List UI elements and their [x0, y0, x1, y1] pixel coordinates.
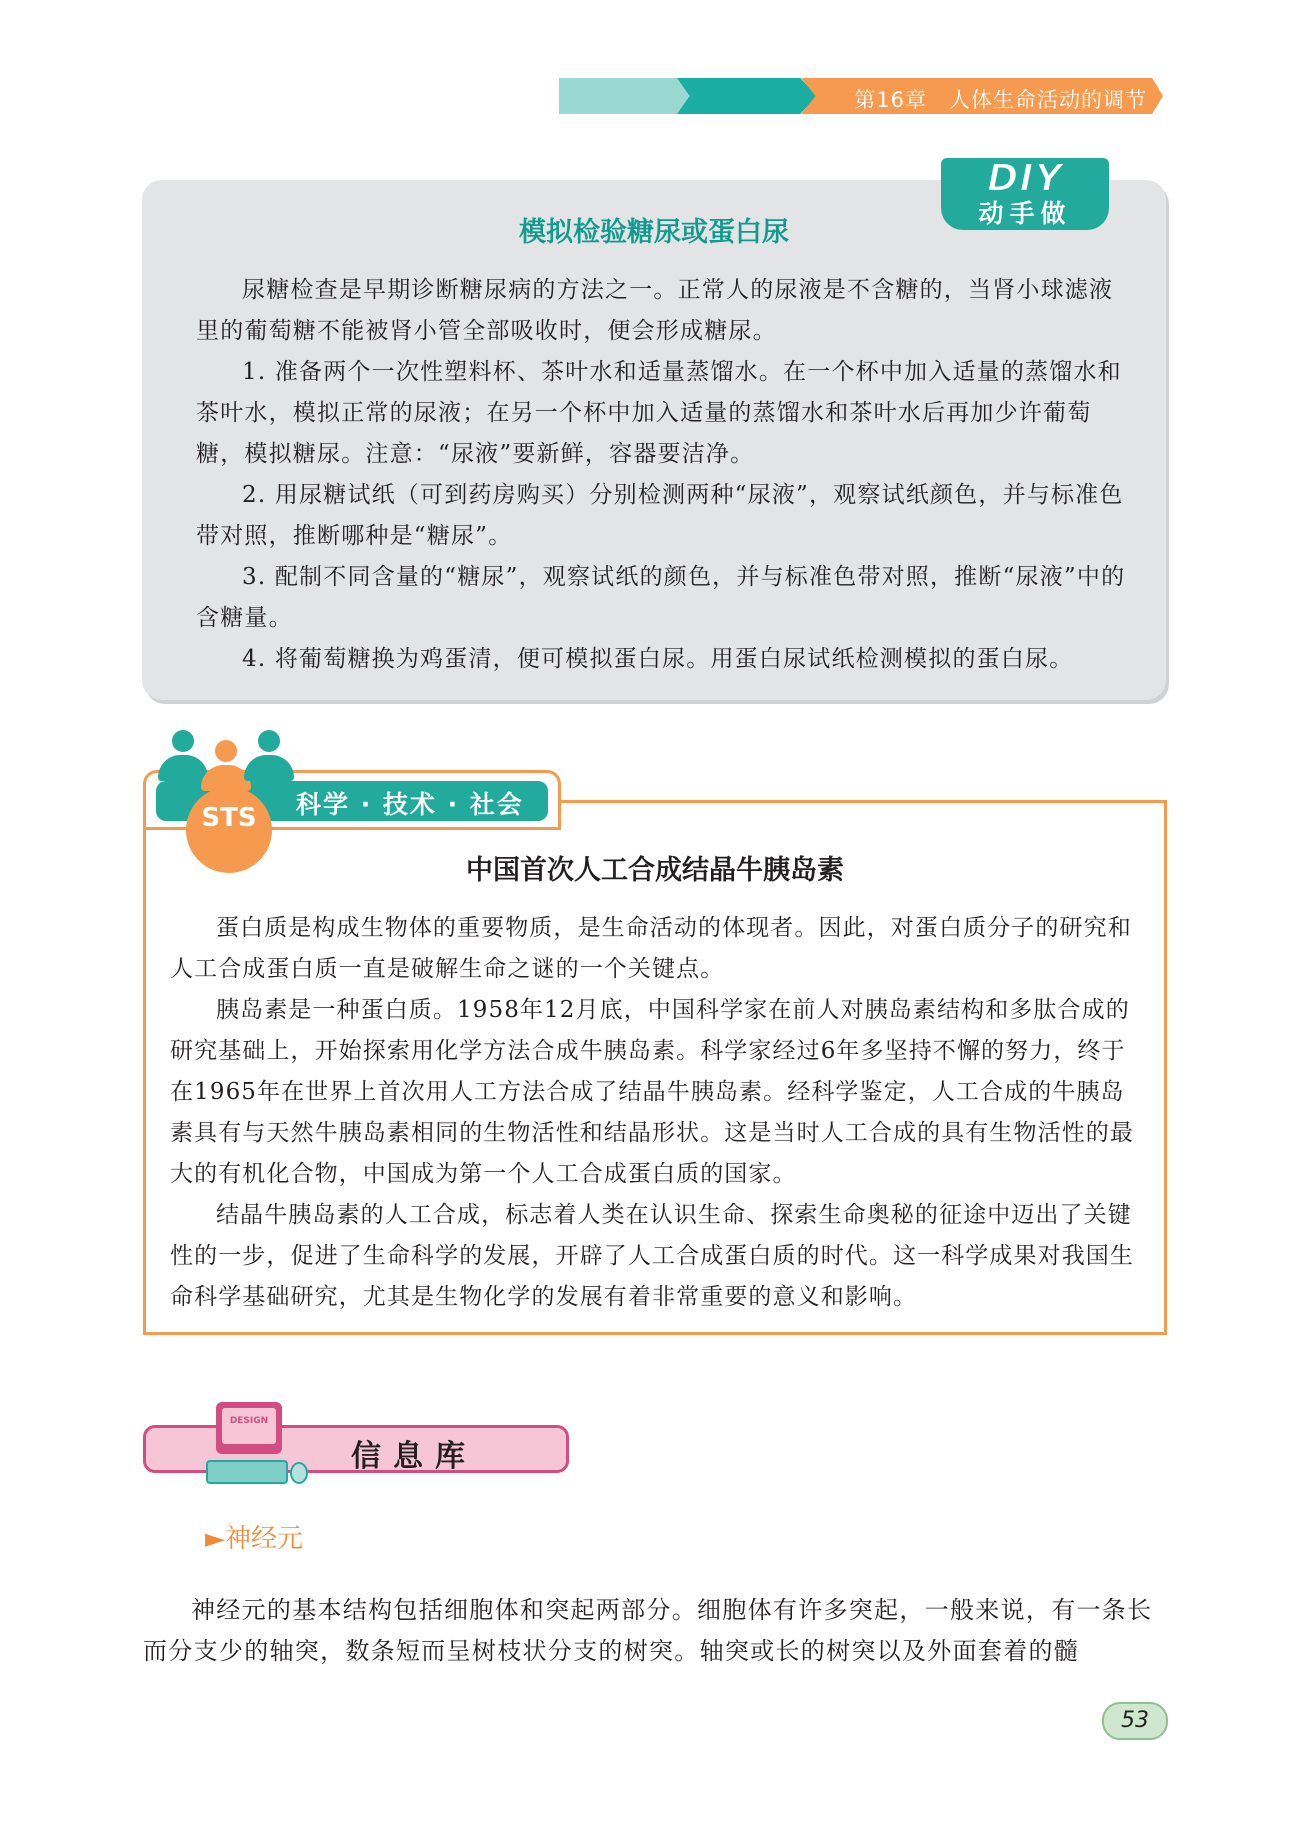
- header-band-light: [559, 78, 689, 114]
- diy-step: 1. 准备两个一次性塑料杯、茶叶水和适量蒸馏水。在一个杯中加入适量的蒸馏水和茶叶水，模拟正常的尿液；在另一个杯中加入适量的蒸馏水和茶叶水后再加少许葡萄糖，模拟糖尿。注意：“尿液”要新鲜，容器要洁净。: [196, 359, 1122, 467]
- mouse-icon: [290, 1462, 308, 1484]
- person-icon: [244, 730, 294, 781]
- diy-step: 2. 用尿糖试纸（可到药房购买）分别检测两种“尿液”，观察试纸颜色，并与标准色带对照，推断哪种是“糖尿”。: [196, 482, 1124, 549]
- keyboard-icon: [206, 1460, 288, 1484]
- sts-body: [170, 908, 1142, 1318]
- computer-icon: [198, 1400, 313, 1500]
- chapter-name: 人体生命活动的调节: [949, 88, 1147, 112]
- sts-badge: [186, 787, 272, 873]
- body-paragraph: 神经元的基本结构包括细胞体和突起两部分。细胞体有许多突起，一般来说，有一条长而分支少的轴突，数条短而呈树枝状分支的树突。轴突或长的树突以及外面套着的髓: [143, 1596, 1153, 1665]
- sts-badge-text: STS: [201, 803, 257, 833]
- sts-paragraph: 结晶牛胰岛素的人工合成，标志着人类在认识生命、探索生命奥秘的征途中迈出了关键性的一步，促进了生命科学的发展，开辟了人工合成蛋白质的时代。这一科学成果对我国生命科学基础研究，尤其是生物化学的发展有着非常重要的意义和影响。: [170, 1202, 1134, 1310]
- chapter-number: 第16章: [854, 88, 927, 112]
- diy-step: 3. 配制不同含量的“糖尿”，观察试纸的颜色，并与标准色带对照，推断“尿液”中的含糖量。: [196, 564, 1126, 631]
- diy-badge-subtext: 动手做: [978, 199, 1072, 228]
- header-band-teal: [677, 78, 817, 114]
- sts-paragraph: 胰岛素是一种蛋白质。1958年12月底，中国科学家在前人对胰岛素结构和多肽合成的研究基础上，开始探索用化学方法合成牛胰岛素。科学家经过6年多坚持不懈的努力，终于在1965年在世界上首次用人工方法合成了结晶牛胰岛素。经科学鉴定，人工合成的牛胰岛素具有与天然牛胰岛素相同的生物活性和结晶形状。这是当时人工合成的具有生物活性的最大的有机化合物，中国成为第一个人工合成蛋白质的国家。: [170, 997, 1134, 1187]
- monitor-screen-text: DESIGN: [229, 1416, 269, 1426]
- diy-body: [196, 270, 1134, 680]
- diy-step: 4. 将葡萄糖换为鸡蛋清，便可模拟蛋白尿。用蛋白尿试纸检测模拟的蛋白尿。: [242, 646, 1074, 672]
- main-body: [143, 1590, 1167, 1672]
- sts-label: 科学 · 技术 · 社会: [296, 790, 524, 819]
- info-library-label: 信息库: [351, 1439, 477, 1474]
- sts-paragraph: 蛋白质是构成生物体的重要物质，是生命活动的体现者。因此，对蛋白质分子的研究和人工合成蛋白质一直是破解生命之谜的一个关键点。: [170, 915, 1132, 982]
- monitor-icon: [216, 1402, 282, 1454]
- chapter-header: [559, 78, 1163, 114]
- diy-paragraph: 尿糖检查是早期诊断糖尿病的方法之一。正常人的尿液是不含糖的，当肾小球滤液里的葡萄糖不能被肾小管全部吸收时，便会形成糖尿。: [196, 277, 1114, 344]
- diy-badge-text: DIY: [986, 156, 1064, 200]
- section-subheading: ►神经元: [205, 1524, 303, 1554]
- sts-title: 中国首次人工合成结晶牛胰岛素: [466, 855, 844, 886]
- page-number-text: 53: [1121, 1708, 1149, 1733]
- chapter-title: [854, 84, 1147, 114]
- page-number: [1102, 1702, 1168, 1740]
- diy-title: 模拟检验糖尿或蛋白尿: [519, 217, 789, 248]
- diy-badge: [941, 158, 1109, 230]
